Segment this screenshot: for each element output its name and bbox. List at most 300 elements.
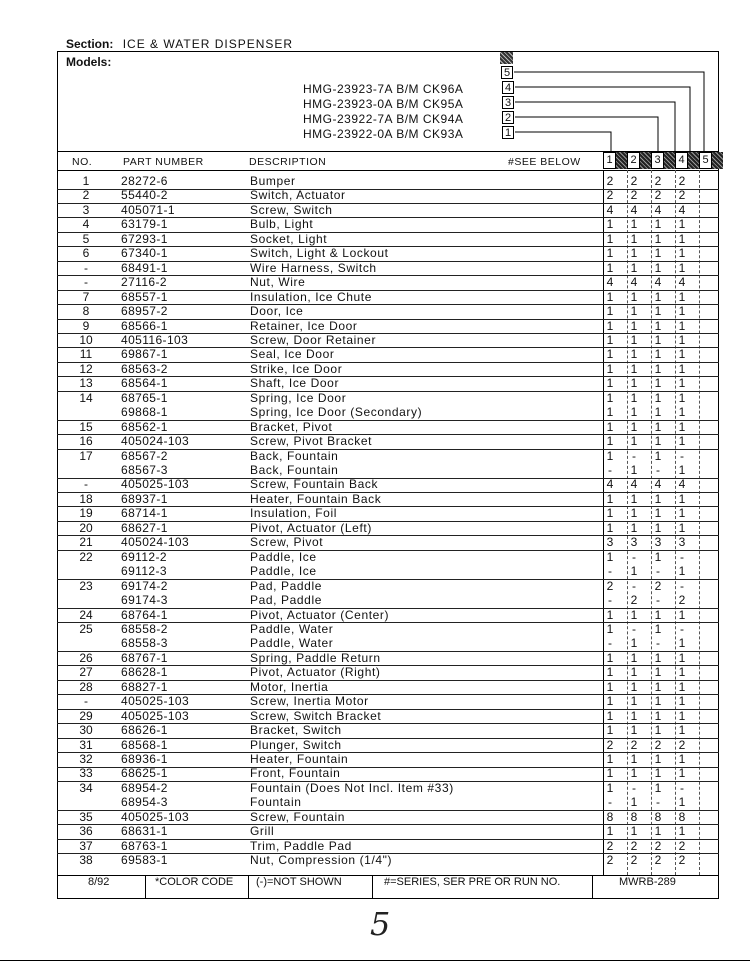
table-row xyxy=(57,579,719,594)
model-box-1: 1 xyxy=(502,126,514,139)
part-number: 68957-2 xyxy=(121,304,168,319)
quantity-model-1: 1 xyxy=(606,520,614,535)
quantity-model-4: 4 xyxy=(678,275,686,290)
quantity-model-1: 1 xyxy=(606,448,614,463)
part-description: Pad, Paddle xyxy=(250,593,322,608)
quantity-model-2: 2 xyxy=(630,838,638,853)
part-number: 68765-1 xyxy=(121,390,168,405)
quantity-model-2: 1 xyxy=(630,390,638,405)
item-number: 29 xyxy=(79,708,93,723)
part-number: 68558-2 xyxy=(121,621,168,636)
quantity-model-2: 2 xyxy=(630,174,638,188)
part-description: Fountain (Does Not Incl. Item #33) xyxy=(250,780,454,795)
quantity-model-3: 1 xyxy=(654,708,662,723)
quantity-model-4: 2 xyxy=(678,853,686,868)
quantity-model-3: 1 xyxy=(654,332,662,347)
model-box-4: 4 xyxy=(502,81,514,94)
footer-not-shown: (-)=NOT SHOWN xyxy=(256,876,342,888)
quantity-model-2: 1 xyxy=(630,347,638,362)
part-number: 68557-1 xyxy=(121,289,168,304)
quantity-model-1: 3 xyxy=(606,535,614,550)
model-line-1: HMG-23923-7A B/M CK96A xyxy=(303,82,464,96)
quantity-model-2: - xyxy=(632,621,636,636)
quantity-model-1: 1 xyxy=(606,376,614,391)
quantity-model-3: 1 xyxy=(654,419,662,434)
quantity-model-4: 1 xyxy=(678,419,686,434)
part-description: Screw, Fountain Back xyxy=(250,477,379,492)
footer-series: #=SERIES, SER PRE OR RUN NO. xyxy=(384,876,561,888)
table-row xyxy=(57,319,719,335)
quantity-model-1: 1 xyxy=(606,506,614,521)
quantity-model-2: 1 xyxy=(630,636,638,651)
quantity-model-4: 1 xyxy=(678,361,686,376)
quantity-model-4: 2 xyxy=(678,174,686,188)
table-row xyxy=(57,333,719,349)
item-number: 18 xyxy=(79,491,93,506)
table-row xyxy=(57,608,719,624)
item-number: 38 xyxy=(79,853,93,868)
table-row xyxy=(57,622,719,637)
table-row xyxy=(57,506,719,522)
part-description: Screw, Switch Bracket xyxy=(250,708,382,723)
quantity-model-1: 1 xyxy=(606,650,614,665)
quantity-model-2: 1 xyxy=(630,246,638,261)
quantity-model-4: - xyxy=(680,780,684,795)
part-description: Socket, Light xyxy=(250,231,328,246)
table-row xyxy=(57,853,719,868)
part-description: Plunger, Switch xyxy=(250,737,342,752)
quantity-model-2: 1 xyxy=(630,506,638,521)
quantity-model-1: 1 xyxy=(606,766,614,781)
quantity-model-4: - xyxy=(680,578,684,593)
item-number: 1 xyxy=(82,174,90,188)
quantity-model-4: 1 xyxy=(678,766,686,781)
item-number: 13 xyxy=(79,376,93,391)
table-row xyxy=(57,420,719,436)
quantity-model-2: 2 xyxy=(630,188,638,203)
quantity-model-2: 1 xyxy=(630,361,638,376)
item-number: 9 xyxy=(82,318,90,333)
part-number: 68626-1 xyxy=(121,723,168,738)
quantity-model-1: 8 xyxy=(606,809,614,824)
quantity-model-2: 2 xyxy=(630,737,638,752)
quantity-model-4: 1 xyxy=(678,506,686,521)
quantity-model-3: 1 xyxy=(654,520,662,535)
part-number: 68827-1 xyxy=(121,679,168,694)
quantity-model-2: 1 xyxy=(630,217,638,232)
quantity-model-2: - xyxy=(632,780,636,795)
quantity-model-2: 1 xyxy=(630,520,638,535)
quantity-model-3: 1 xyxy=(654,694,662,709)
table-row xyxy=(57,434,719,450)
quantity-model-3: 1 xyxy=(654,318,662,333)
item-number: 14 xyxy=(79,390,93,405)
part-description: Spring, Ice Door xyxy=(250,390,347,405)
part-number: 68568-1 xyxy=(121,737,168,752)
part-number: 68563-2 xyxy=(121,361,168,376)
part-number: 68567-3 xyxy=(121,463,168,477)
table-row xyxy=(57,694,719,710)
part-number: 68627-1 xyxy=(121,520,168,535)
column-header-5: 5 xyxy=(699,152,712,169)
quantity-model-4: 4 xyxy=(678,202,686,217)
quantity-model-4: 1 xyxy=(678,260,686,275)
model-box-2: 2 xyxy=(502,111,514,124)
part-number: 68625-1 xyxy=(121,766,168,781)
table-row xyxy=(57,261,719,277)
part-description: Switch, Actuator xyxy=(250,188,346,203)
item-number: - xyxy=(84,275,88,290)
model-line-2: HMG-23923-0A B/M CK95A xyxy=(303,97,464,111)
quantity-model-4: 1 xyxy=(678,405,686,420)
quantity-model-3: 1 xyxy=(654,376,662,391)
quantity-model-3: 2 xyxy=(654,853,662,868)
part-number: 68558-3 xyxy=(121,636,168,651)
quantity-model-4: 1 xyxy=(678,463,686,477)
table-row xyxy=(57,680,719,696)
column-header-4: 4 xyxy=(675,152,688,169)
quantity-model-2: 1 xyxy=(630,766,638,781)
part-description: Seal, Ice Door xyxy=(250,347,335,362)
part-description: Screw, Inertia Motor xyxy=(250,694,369,709)
quantity-model-2: 1 xyxy=(630,650,638,665)
quantity-model-2: 1 xyxy=(630,795,638,810)
quantity-model-3: 1 xyxy=(654,231,662,246)
part-number: 405025-103 xyxy=(121,477,190,492)
quantity-model-2: 3 xyxy=(630,535,638,550)
part-description: Trim, Paddle Pad xyxy=(250,838,352,853)
part-description: Shaft, Ice Door xyxy=(250,376,340,391)
header-no: NO. xyxy=(72,156,93,168)
quantity-model-4: 1 xyxy=(678,304,686,319)
quantity-model-1: - xyxy=(608,593,612,608)
item-number: 3 xyxy=(82,202,90,217)
item-number: 15 xyxy=(79,419,93,434)
quantity-model-2: 8 xyxy=(630,809,638,824)
quantity-model-1: 2 xyxy=(606,737,614,752)
table-row xyxy=(57,463,719,479)
quantity-model-4: - xyxy=(680,549,684,564)
quantity-model-3: 2 xyxy=(654,737,662,752)
quantity-model-1: 1 xyxy=(606,304,614,319)
part-description: Bulb, Light xyxy=(250,217,314,232)
quantity-model-3: - xyxy=(656,463,660,477)
part-number: 68631-1 xyxy=(121,824,168,839)
quantity-model-3: - xyxy=(656,636,660,651)
quantity-model-4: 1 xyxy=(678,708,686,723)
table-row xyxy=(57,636,719,652)
table-row xyxy=(57,550,719,565)
quantity-model-1: 4 xyxy=(606,275,614,290)
quantity-model-3: 1 xyxy=(654,491,662,506)
quantity-model-1: 1 xyxy=(606,723,614,738)
item-number: 35 xyxy=(79,809,93,824)
quantity-model-1: 1 xyxy=(606,607,614,622)
quantity-model-1: 1 xyxy=(606,694,614,709)
quantity-model-2: 1 xyxy=(630,491,638,506)
quantity-model-1: 2 xyxy=(606,853,614,868)
item-number: 27 xyxy=(79,665,93,680)
quantity-model-1: 2 xyxy=(606,174,614,188)
quantity-model-1: 1 xyxy=(606,491,614,506)
part-number: 68562-1 xyxy=(121,419,168,434)
table-row xyxy=(57,824,719,840)
quantity-model-2: 1 xyxy=(630,304,638,319)
quantity-model-4: 1 xyxy=(678,491,686,506)
quantity-model-2: - xyxy=(632,578,636,593)
quantity-model-3: 1 xyxy=(654,260,662,275)
table-row xyxy=(57,188,719,204)
part-description: Pivot, Actuator (Left) xyxy=(250,520,372,535)
quantity-model-1: 1 xyxy=(606,752,614,766)
quantity-model-3: 1 xyxy=(654,347,662,362)
quantity-model-3: 1 xyxy=(654,506,662,521)
quantity-model-4: 1 xyxy=(678,665,686,680)
quantity-model-3: - xyxy=(656,593,660,608)
item-number: 32 xyxy=(79,752,93,766)
item-number: - xyxy=(84,477,88,492)
quantity-model-3: 2 xyxy=(654,188,662,203)
part-description: Nut, Wire xyxy=(250,275,306,290)
header-bottom-rule xyxy=(57,170,719,171)
part-description: Pad, Paddle xyxy=(250,578,322,593)
model-box-5: 5 xyxy=(501,66,513,79)
quantity-model-4: 1 xyxy=(678,318,686,333)
model-line-4: HMG-23922-0A B/M CK93A xyxy=(303,127,464,141)
footer-divider xyxy=(372,875,373,899)
quantity-model-2: 1 xyxy=(630,289,638,304)
quantity-model-3: 1 xyxy=(654,621,662,636)
quantity-model-3: 1 xyxy=(654,824,662,839)
quantity-model-1: 4 xyxy=(606,202,614,217)
quantity-model-1: 1 xyxy=(606,621,614,636)
table-row xyxy=(57,347,719,363)
part-number: 69174-3 xyxy=(121,593,168,608)
table-row xyxy=(57,391,719,406)
quantity-model-4: 1 xyxy=(678,752,686,766)
quantity-model-4: 1 xyxy=(678,723,686,738)
quantity-model-2: 1 xyxy=(630,231,638,246)
quantity-model-3: 1 xyxy=(654,361,662,376)
item-number: 17 xyxy=(79,448,93,463)
quantity-model-4: 2 xyxy=(678,593,686,608)
quantity-model-4: 1 xyxy=(678,795,686,810)
item-number: 10 xyxy=(79,332,93,347)
quantity-model-2: 1 xyxy=(630,332,638,347)
part-number: 68567-2 xyxy=(121,448,168,463)
part-number: 68714-1 xyxy=(121,506,168,521)
part-number: 68491-1 xyxy=(121,260,168,275)
footer-divider xyxy=(248,875,249,899)
part-number: 405025-103 xyxy=(121,694,190,709)
item-number: 34 xyxy=(79,780,93,795)
quantity-model-2: 1 xyxy=(630,376,638,391)
part-description: Spring, Ice Door (Secondary) xyxy=(250,405,423,420)
quantity-model-2: 1 xyxy=(630,723,638,738)
part-number: 27116-2 xyxy=(121,275,167,290)
quantity-model-3: 2 xyxy=(654,578,662,593)
column-header-2: 2 xyxy=(627,152,640,169)
part-number: 68566-1 xyxy=(121,318,168,333)
item-number: 24 xyxy=(79,607,93,622)
table-row xyxy=(57,449,719,464)
quantity-model-1: 1 xyxy=(606,434,614,449)
quantity-model-4: 1 xyxy=(678,246,686,261)
table-row xyxy=(57,723,719,739)
quantity-model-3: 1 xyxy=(654,723,662,738)
quantity-model-4: 1 xyxy=(678,650,686,665)
part-number: 69112-2 xyxy=(121,549,167,564)
table-row xyxy=(57,217,719,233)
quantity-model-2: 1 xyxy=(630,708,638,723)
part-description: Fountain xyxy=(250,795,302,810)
quantity-model-4: 1 xyxy=(678,231,686,246)
table-row xyxy=(57,781,719,796)
part-number: 67340-1 xyxy=(121,246,168,261)
part-description: Bracket, Switch xyxy=(250,723,342,738)
table-row xyxy=(57,593,719,609)
quantity-model-4: 1 xyxy=(678,824,686,839)
part-number: 67293-1 xyxy=(121,231,168,246)
quantity-model-1: 1 xyxy=(606,289,614,304)
part-description: Switch, Light & Lockout xyxy=(250,246,389,261)
footer-divider xyxy=(145,875,146,899)
footer-date: 8/92 xyxy=(88,876,110,888)
part-description: Screw, Switch xyxy=(250,202,333,217)
item-number: 28 xyxy=(79,679,93,694)
part-description: Spring, Paddle Return xyxy=(250,650,381,665)
quantity-model-1: 1 xyxy=(606,824,614,839)
item-number: 25 xyxy=(79,621,93,636)
part-description: Insulation, Ice Chute xyxy=(250,289,373,304)
column-header-1: 1 xyxy=(603,152,616,169)
part-number: 68763-1 xyxy=(121,838,168,853)
quantity-model-4: 1 xyxy=(678,217,686,232)
quantity-model-1: 1 xyxy=(606,405,614,420)
model-line-3: HMG-23922-7A B/M CK94A xyxy=(303,112,464,126)
quantity-model-3: 1 xyxy=(654,289,662,304)
part-description: Retainer, Ice Door xyxy=(250,318,358,333)
quantity-model-2: 1 xyxy=(630,679,638,694)
part-number: 68937-1 xyxy=(121,491,168,506)
part-description: Insulation, Foil xyxy=(250,506,337,521)
column-header-3: 3 xyxy=(651,152,664,169)
quantity-model-2: 1 xyxy=(630,318,638,333)
quantity-model-1: 1 xyxy=(606,549,614,564)
column-shade xyxy=(712,152,723,169)
part-description: Grill xyxy=(250,824,275,839)
part-description: Screw, Door Retainer xyxy=(250,332,377,347)
part-description: Back, Fountain xyxy=(250,463,339,477)
quantity-model-4: 1 xyxy=(678,376,686,391)
quantity-model-3: 2 xyxy=(654,174,662,188)
item-number: 21 xyxy=(79,535,93,550)
header-part-number: PART NUMBER xyxy=(123,156,204,168)
quantity-model-4: - xyxy=(680,621,684,636)
table-row xyxy=(57,477,719,493)
part-number: 68936-1 xyxy=(121,752,168,766)
quantity-model-2: 1 xyxy=(630,260,638,275)
part-description: Wire Harness, Switch xyxy=(250,260,377,275)
item-number: 33 xyxy=(79,766,93,781)
table-row xyxy=(57,362,719,378)
column-shade xyxy=(688,152,699,169)
part-number: 69583-1 xyxy=(121,853,168,868)
part-number: 69174-2 xyxy=(121,578,168,593)
quantity-model-3: 4 xyxy=(654,202,662,217)
section-label: Section: xyxy=(66,37,114,51)
quantity-model-2: 1 xyxy=(630,607,638,622)
table-row xyxy=(57,564,719,580)
table-row xyxy=(57,275,719,291)
table-row xyxy=(57,290,719,306)
item-number: - xyxy=(84,260,88,275)
quantity-model-2: 1 xyxy=(630,405,638,420)
part-description: Nut, Compression (1/4") xyxy=(250,853,393,868)
quantity-model-3: 1 xyxy=(654,752,662,766)
table-row xyxy=(57,492,719,508)
part-description: Strike, Ice Door xyxy=(250,361,343,376)
quantity-model-1: 1 xyxy=(606,679,614,694)
quantity-model-1: - xyxy=(608,564,612,579)
part-description: Back, Fountain xyxy=(250,448,339,463)
quantity-model-3: 4 xyxy=(654,477,662,492)
table-row xyxy=(57,405,719,421)
column-shade xyxy=(640,152,651,169)
part-description: Pivot, Actuator (Center) xyxy=(250,607,390,622)
quantity-model-2: 4 xyxy=(630,275,638,290)
model-leader-lines xyxy=(0,0,750,160)
item-number: 16 xyxy=(79,434,93,449)
quantity-model-3: 1 xyxy=(654,405,662,420)
item-number: 20 xyxy=(79,520,93,535)
part-description: Screw, Pivot xyxy=(250,535,324,550)
part-number: 68764-1 xyxy=(121,607,168,622)
quantity-model-2: 1 xyxy=(630,752,638,766)
table-row xyxy=(57,521,719,537)
quantity-model-3: 8 xyxy=(654,809,662,824)
quantity-model-2: 2 xyxy=(630,593,638,608)
quantity-model-1: 4 xyxy=(606,477,614,492)
item-number: 26 xyxy=(79,650,93,665)
quantity-model-3: 1 xyxy=(654,390,662,405)
quantity-model-2: 1 xyxy=(630,434,638,449)
part-number: 68954-2 xyxy=(121,780,168,795)
quantity-model-2: 1 xyxy=(630,694,638,709)
quantity-model-3: 1 xyxy=(654,780,662,795)
quantity-model-1: 1 xyxy=(606,318,614,333)
quantity-model-1: 2 xyxy=(606,838,614,853)
quantity-model-4: 1 xyxy=(678,520,686,535)
part-number: 69112-3 xyxy=(121,564,167,579)
item-number: 31 xyxy=(79,737,93,752)
quantity-model-4: 1 xyxy=(678,564,686,579)
table-row xyxy=(57,232,719,248)
item-number: 6 xyxy=(82,246,90,261)
header-description: DESCRIPTION xyxy=(249,156,327,168)
quantity-model-3: 1 xyxy=(654,650,662,665)
quantity-model-4: 2 xyxy=(678,188,686,203)
part-description: Bracket, Pivot xyxy=(250,419,333,434)
part-number: 68628-1 xyxy=(121,665,168,680)
part-description: Screw, Fountain xyxy=(250,809,346,824)
part-number: 68954-3 xyxy=(121,795,168,810)
column-shade xyxy=(616,152,627,169)
quantity-model-1: 1 xyxy=(606,361,614,376)
quantity-model-3: - xyxy=(656,564,660,579)
quantity-model-2: 1 xyxy=(630,665,638,680)
quantity-model-1: 2 xyxy=(606,578,614,593)
